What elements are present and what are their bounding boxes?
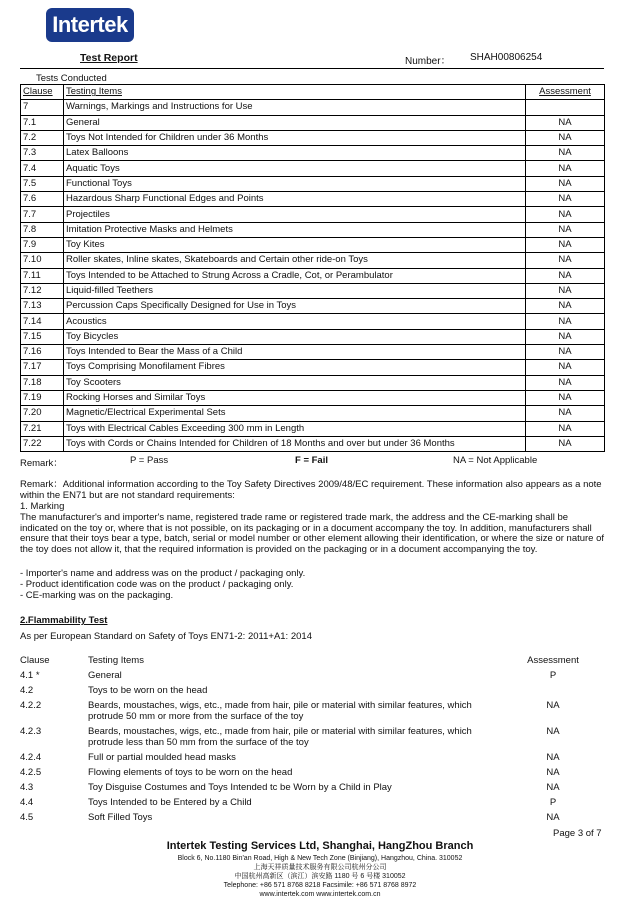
table-row — [21, 192, 605, 207]
clause-cell: 7 — [21, 100, 64, 115]
clause-cell: 7.9 — [21, 237, 64, 252]
clause-cell: 7.19 — [21, 390, 64, 405]
assessment-cell: NA — [526, 268, 605, 283]
assessment-cell — [518, 685, 588, 696]
assessment-cell: NA — [546, 767, 560, 778]
assessment-cell: NA — [526, 390, 605, 405]
table-row — [21, 100, 605, 115]
assessment-cell: NA — [526, 222, 605, 237]
table-row — [21, 115, 605, 130]
clause-cell: 4.3 — [20, 782, 34, 793]
table-row — [21, 299, 605, 314]
clause-cell: 7.8 — [21, 222, 64, 237]
table-row — [20, 767, 610, 778]
clause-cell: 4.2.2 — [20, 700, 42, 711]
testing-item-cell: Toys Intended to be Entered by a Child — [88, 797, 252, 808]
clause-cell: 7.13 — [21, 299, 64, 314]
assessment-cell: P — [549, 797, 557, 808]
footer-cn-address: 中国杭州高新区（滨江）滨安路 1180 号 6 号楼 310052 — [234, 873, 406, 880]
report-title: Test Report — [80, 52, 138, 64]
remark-intro: Remark：Additional information according to the Toy Safety Directives 2009/48/EC requirement. These information also appears as a note within the EN71 but are not standard requirements: — [20, 479, 602, 501]
assessment-cell: NA — [546, 726, 560, 737]
assessment-cell: NA — [526, 146, 605, 161]
table-row — [21, 146, 605, 161]
col-header-assessment: Assessment — [526, 85, 605, 100]
assessment-cell: NA — [546, 752, 560, 763]
footer-address: Block 6, No.1180 Bin'an Road, High & New Tech Zone (Binjiang), Hangzhou, China. 310052 — [177, 855, 463, 862]
warnings-table — [20, 84, 605, 452]
testing-item-cell: Toys to be worn on the head — [88, 685, 208, 696]
testing-item-cell: Imitation Protective Masks and Helmets — [64, 222, 526, 237]
assessment-cell: NA — [526, 176, 605, 191]
clause-cell: 7.20 — [21, 406, 64, 421]
clause-cell: 7.10 — [21, 253, 64, 268]
assessment-cell: NA — [526, 253, 605, 268]
testing-item-cell: Soft Filled Toys — [88, 812, 153, 823]
clause-cell: 4.5 — [20, 812, 34, 823]
testing-item-cell: Rocking Horses and Similar Toys — [64, 390, 526, 405]
clause-cell: 7.4 — [21, 161, 64, 176]
testing-item-cell: Toy Scooters — [64, 375, 526, 390]
table-row — [20, 670, 610, 681]
table-row — [21, 268, 605, 283]
assessment-cell: NA — [526, 375, 605, 390]
clause-cell: 7.17 — [21, 360, 64, 375]
marking-bullet: - Product identification code was on the product / packaging only. — [20, 579, 294, 590]
table-row — [21, 360, 605, 375]
testing-item-cell: Warnings, Markings and Instructions for Use — [64, 100, 526, 115]
clause-cell: 4.1 * — [20, 670, 40, 681]
assessment-cell: NA — [526, 360, 605, 375]
table-row — [21, 436, 605, 451]
clause-cell: 4.2.3 — [20, 726, 42, 737]
clause-cell: 7.14 — [21, 314, 64, 329]
testing-item-cell: Full or partial moulded head masks — [88, 752, 236, 763]
legend-na: NA = Not Applicable — [453, 455, 538, 466]
assessment-cell: NA — [526, 237, 605, 252]
clause-cell: 4.2 — [20, 685, 34, 696]
table-row — [21, 390, 605, 405]
assessment-cell: NA — [526, 436, 605, 451]
table-row — [20, 726, 610, 748]
testing-item-cell: Roller skates, Inline skates, Skateboards and Certain other ride-on Toys — [64, 253, 526, 268]
testing-item-cell: Beards, moustaches, wigs, etc., made from hair, pile or material with similar features, which protrude 50 mm or more from the surface of the toy — [88, 700, 472, 722]
footer-cn-name: 上海天祥质量技术服务有限公司杭州分公司 — [253, 864, 387, 871]
header-divider — [20, 68, 604, 69]
table-row — [21, 161, 605, 176]
assessment-cell: NA — [526, 207, 605, 222]
table-row — [21, 253, 605, 268]
table-row — [20, 752, 610, 763]
testing-item-cell: Toys with Electrical Cables Exceeding 300 mm in Length — [64, 421, 526, 436]
assessment-cell: NA — [546, 812, 560, 823]
clause-cell: 7.22 — [21, 436, 64, 451]
intertek-logo: Intertek — [46, 8, 134, 42]
table-row — [20, 797, 610, 808]
testing-item-cell: Toys Not Intended for Children under 36 Months — [64, 130, 526, 145]
report-number-label: Number： — [405, 56, 451, 67]
testing-item-cell: General — [64, 115, 526, 130]
table-row — [21, 345, 605, 360]
testing-item-cell: Toys Intended to Bear the Mass of a Child — [64, 345, 526, 360]
marking-title: 1. Marking — [20, 501, 65, 512]
col-header-testing-items: Testing Items — [64, 85, 526, 100]
assessment-cell: NA — [526, 283, 605, 298]
col-header-assessment: Assessment — [527, 655, 579, 666]
testing-item-cell: Toy Disguise Costumes and Toys Intended tc be Worn by a Child in Play — [88, 782, 392, 793]
assessment-cell: NA — [526, 130, 605, 145]
clause-cell: 7.21 — [21, 421, 64, 436]
testing-item-cell: Percussion Caps Specifically Designed for Use in Toys — [64, 299, 526, 314]
testing-item-cell: Toys with Cords or Chains Intended for Children of 18 Months and over but under 36 Months — [64, 436, 526, 451]
col-header-testing-items: Testing Items — [88, 655, 144, 666]
footer-company: Intertek Testing Services Ltd, Shanghai, HangZhou Branch — [166, 840, 474, 852]
clause-cell: 7.3 — [21, 146, 64, 161]
assessment-cell: NA — [526, 345, 605, 360]
page-number: Page 3 of 7 — [553, 828, 602, 839]
testing-item-cell: General — [88, 670, 122, 681]
footer-web: www.intertek.com www.intertek.com.cn — [259, 891, 381, 898]
testing-item-cell: Latex Balloons — [64, 146, 526, 161]
clause-cell: 7.12 — [21, 283, 64, 298]
clause-cell: 7.18 — [21, 375, 64, 390]
clause-cell: 7.5 — [21, 176, 64, 191]
clause-cell: 7.7 — [21, 207, 64, 222]
marking-bullet: - CE-marking was on the packaging. — [20, 590, 174, 601]
clause-cell: 4.2.4 — [20, 752, 42, 763]
tests-conducted-label: Tests Conducted — [36, 73, 107, 84]
clause-cell: 7.15 — [21, 329, 64, 344]
testing-item-cell: Aquatic Toys — [64, 161, 526, 176]
table-row — [20, 700, 610, 722]
table-header-row — [21, 85, 605, 100]
table-row — [21, 421, 605, 436]
assessment-cell: NA — [526, 329, 605, 344]
table-row — [21, 375, 605, 390]
table-row — [21, 222, 605, 237]
report-number: SHAH00806254 — [470, 52, 543, 63]
table-row — [21, 176, 605, 191]
testing-item-cell: Functional Toys — [64, 176, 526, 191]
table-row — [21, 329, 605, 344]
section-subtitle: As per European Standard on Safety of Toys EN71-2: 2011+A1: 2014 — [20, 631, 312, 642]
table-row — [20, 782, 610, 793]
testing-item-cell: Toy Bicycles — [64, 329, 526, 344]
clause-cell: 4.4 — [20, 797, 34, 808]
remark-label: Remark： — [20, 458, 63, 469]
section-title: 2.Flammability Test — [20, 615, 108, 626]
col-header-clause: Clause — [21, 85, 64, 100]
clause-cell: 7.6 — [21, 192, 64, 207]
table-row — [21, 130, 605, 145]
clause-cell: 7.1 — [21, 115, 64, 130]
assessment-cell: NA — [526, 406, 605, 421]
assessment-cell: NA — [526, 161, 605, 176]
clause-cell: 7.16 — [21, 345, 64, 360]
assessment-cell — [526, 100, 605, 115]
flammability-table — [20, 655, 610, 827]
table-row — [21, 207, 605, 222]
col-header-clause: Clause — [20, 655, 50, 666]
testing-item-cell: Flowing elements of toys to be worn on the head — [88, 767, 293, 778]
testing-item-cell: Acoustics — [64, 314, 526, 329]
table-row — [21, 283, 605, 298]
table-row — [21, 237, 605, 252]
testing-item-cell: Liquid-filled Teethers — [64, 283, 526, 298]
clause-cell: 4.2.5 — [20, 767, 42, 778]
assessment-cell: NA — [526, 421, 605, 436]
legend-pass: P = Pass — [130, 455, 169, 466]
testing-item-cell: Toy Kites — [64, 237, 526, 252]
testing-item-cell: Toys Comprising Monofilament Fibres — [64, 360, 526, 375]
assessment-cell: NA — [526, 314, 605, 329]
table-row — [20, 812, 610, 823]
marking-bullet: - Importer's name and address was on the product / packaging only. — [20, 568, 306, 579]
assessment-cell: NA — [526, 299, 605, 314]
testing-item-cell: Magnetic/Electrical Experimental Sets — [64, 406, 526, 421]
table-row — [20, 685, 610, 696]
clause-cell: 7.2 — [21, 130, 64, 145]
table-header-row — [20, 655, 610, 666]
table-row — [21, 314, 605, 329]
assessment-cell: P — [549, 670, 557, 681]
assessment-cell: NA — [526, 115, 605, 130]
table-row — [21, 406, 605, 421]
testing-item-cell: Toys Intended to be Attached to Strung Across a Cradle, Cot, or Perambulator — [64, 268, 526, 283]
testing-item-cell: Beards, moustaches, wigs, etc., made from hair, pile or material with similar features, which protrude less than 50 mm from the surface of the toy — [88, 726, 472, 748]
footer-phone: Telephone: +86 571 8768 8218 Facsimile: +86 571 8768 8972 — [223, 882, 417, 889]
clause-cell: 7.11 — [21, 268, 64, 283]
assessment-cell: NA — [546, 700, 560, 711]
marking-paragraph: The manufacturer's and importer's name, registered trade rame or registered trade mark, the address and the CE-marking shall be indicated on the toy or, where that is not possible, on its packaging or in a document accompany the toy. In addition, manufacturers shall ensure that their toys bear a type, batch, serial or model number or other element allowing their identification, or where the size or nature of the toy does not allow it, that the required information is provided on the packaging or in a document accompanying the toy. — [20, 512, 605, 555]
legend-fail: F = Fail — [295, 455, 328, 466]
assessment-cell: NA — [546, 782, 560, 793]
assessment-cell: NA — [526, 192, 605, 207]
testing-item-cell: Hazardous Sharp Functional Edges and Points — [64, 192, 526, 207]
testing-item-cell: Projectiles — [64, 207, 526, 222]
